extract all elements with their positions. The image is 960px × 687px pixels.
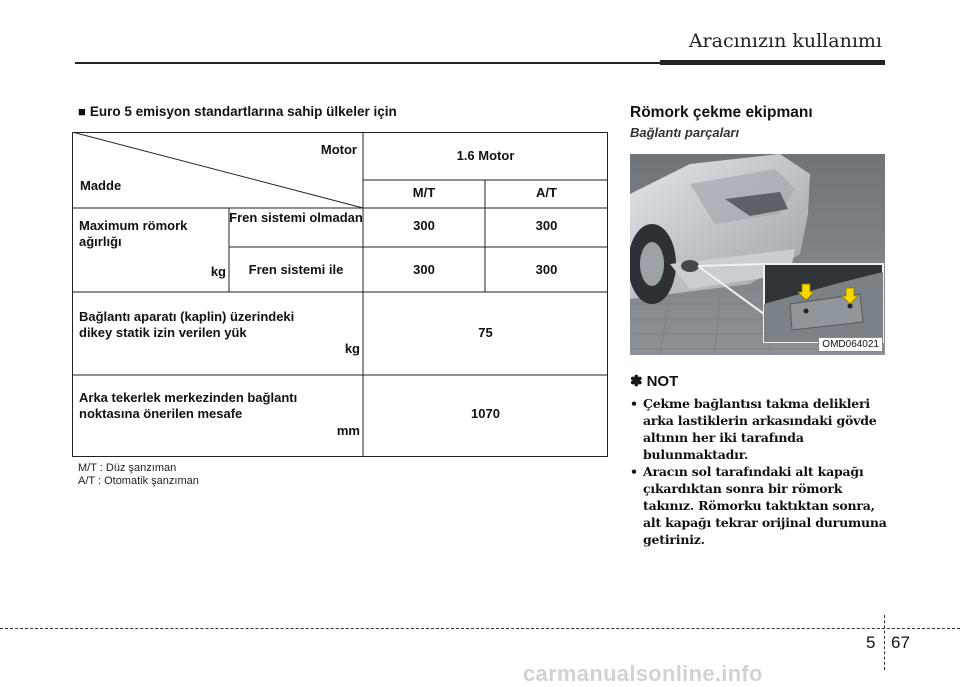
footer-rule xyxy=(0,628,960,629)
towing-equipment-title: Römork çekme ekipmanı xyxy=(630,104,813,121)
note-title-text: NOT xyxy=(646,373,679,390)
connection-parts-subtitle: Bağlantı parçaları xyxy=(630,125,740,140)
square-bullet-icon: ■ xyxy=(78,104,86,119)
footnote-mt: M/T : Düz şanzıman xyxy=(78,462,177,474)
section-heading xyxy=(78,104,397,119)
asterisk-star-icon: ✽ xyxy=(630,373,643,390)
distance-value: 1070 xyxy=(471,406,500,421)
note-heading xyxy=(630,372,678,390)
engine-header: 1.6 Motor xyxy=(456,148,515,163)
corner-item-label: Madde xyxy=(80,178,122,193)
watermark: carmanualsonline.info xyxy=(523,661,763,686)
vertical-load-value: 75 xyxy=(478,325,493,340)
hitch-cover-spot xyxy=(681,260,699,272)
running-header: Aracınızın kullanımı xyxy=(688,30,882,52)
section-number: 5 xyxy=(866,633,876,652)
distance-unit: mm xyxy=(336,423,360,438)
vertical-load-unit: kg xyxy=(344,341,360,356)
note-text: Çekme bağlantısı takma delikleri arka lastiklerin arkasındaki gövde altının her iki tarafında bulunmaktadır. xyxy=(643,396,877,462)
section-heading-text: Euro 5 emisyon standartlarına sahip ülkeler için xyxy=(89,104,397,119)
distance-label: Arka tekerlek merkezinden bağlantı noktasına önerilen mesafe xyxy=(79,390,298,421)
figure-code: OMD064021 xyxy=(818,337,883,352)
with-brake-mt-value: 300 xyxy=(413,262,435,277)
header-rule-accent xyxy=(660,60,885,65)
with-brake-at-value: 300 xyxy=(535,262,558,277)
tow-hitch-illustration xyxy=(630,154,885,355)
max-trailer-unit: kg xyxy=(210,264,226,279)
corner-motor-label: Motor xyxy=(320,142,357,157)
page-number: 67 xyxy=(891,633,910,652)
bullet-dot-icon: • xyxy=(630,464,638,479)
col-at-header: A/T xyxy=(536,185,557,200)
max-trailer-weight-label: Maximum römork ağırlığı xyxy=(79,218,188,249)
trailer-spec-table xyxy=(72,132,608,457)
vertical-load-label: Bağlantı aparatı (kaplin) üzerindeki dikey statik izin verilen yük xyxy=(79,309,295,340)
bullet-dot-icon: • xyxy=(630,396,638,411)
footer-divider xyxy=(884,615,885,670)
brake-with-label: Fren sistemi ile xyxy=(248,262,344,277)
car-rear-illustration xyxy=(630,154,885,355)
col-mt-header: M/T xyxy=(412,185,436,200)
list-item xyxy=(630,395,888,463)
without-brake-mt-value: 300 xyxy=(413,218,435,233)
note-list xyxy=(630,395,888,548)
inset-detail xyxy=(764,264,883,342)
brake-without-label: Fren sistemi olmadan xyxy=(229,210,363,225)
footnote-at: A/T : Otomatik şanzıman xyxy=(78,475,199,487)
without-brake-at-value: 300 xyxy=(535,218,558,233)
list-item xyxy=(630,463,888,548)
note-text: Aracın sol tarafındaki alt kapağı çıkardıktan sonra bir römork takınız. Römorku taktıktan sonra, alt kapağı tekrar orijinal durumuna getiriniz. xyxy=(643,464,887,547)
